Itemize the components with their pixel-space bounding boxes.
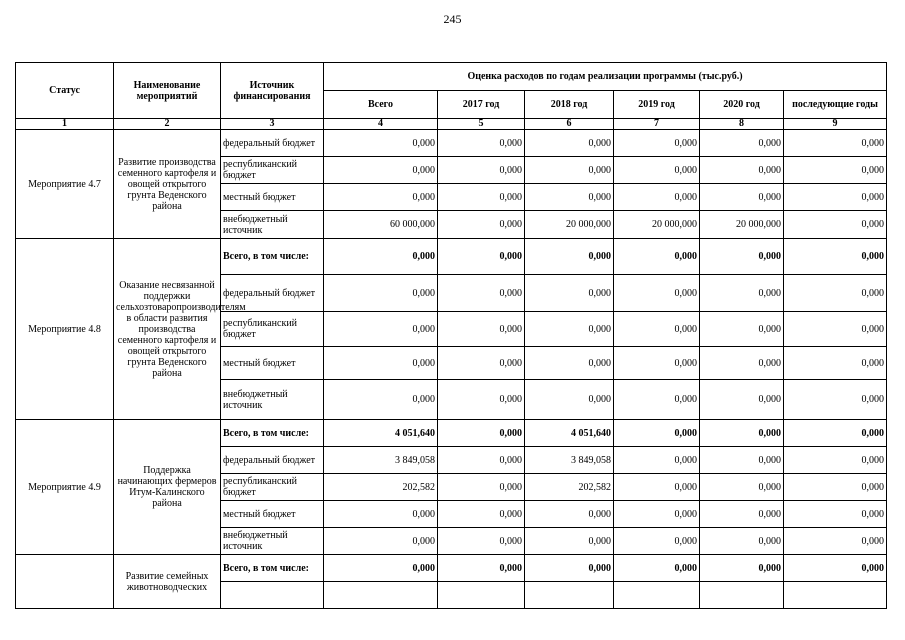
amount-cell: 0,000 xyxy=(525,157,614,184)
header-estimate: Оценка расходов по годам реализации программы (тыс.руб.) xyxy=(324,63,887,91)
status-cell: Мероприятие 4.7 xyxy=(16,130,114,239)
amount-cell: 0,000 xyxy=(438,528,525,555)
amount-cell: 0,000 xyxy=(324,157,438,184)
column-number-row xyxy=(16,119,887,130)
amount-cell: 0,000 xyxy=(614,184,700,211)
amount-cell: 0,000 xyxy=(438,347,525,380)
amount-cell xyxy=(438,582,525,609)
funding-source-cell xyxy=(221,582,324,609)
column-number: 4 xyxy=(324,119,438,130)
column-number: 3 xyxy=(221,119,324,130)
amount-cell: 0,000 xyxy=(438,447,525,474)
header-2019: 2019 год xyxy=(614,91,700,119)
column-number: 6 xyxy=(525,119,614,130)
header-status: Статус xyxy=(16,63,114,119)
amount-cell: 0,000 xyxy=(784,211,887,239)
table-row xyxy=(16,420,887,447)
amount-cell: 0,000 xyxy=(438,130,525,157)
amount-cell: 0,000 xyxy=(700,447,784,474)
amount-cell: 0,000 xyxy=(525,184,614,211)
amount-cell: 20 000,000 xyxy=(614,211,700,239)
column-number: 7 xyxy=(614,119,700,130)
amount-cell: 0,000 xyxy=(784,447,887,474)
status-cell: Мероприятие 4.8 xyxy=(16,239,114,420)
amount-cell: 0,000 xyxy=(438,275,525,312)
funding-source-cell: внебюджетный источник xyxy=(221,211,324,239)
table-row xyxy=(16,130,887,157)
amount-cell: 0,000 xyxy=(700,380,784,420)
amount-cell: 0,000 xyxy=(700,157,784,184)
amount-cell: 0,000 xyxy=(784,130,887,157)
amount-cell: 0,000 xyxy=(614,130,700,157)
amount-cell: 0,000 xyxy=(614,239,700,275)
header-name: Наименование мероприятий xyxy=(114,63,221,119)
funding-source-cell: местный бюджет xyxy=(221,347,324,380)
amount-cell: 0,000 xyxy=(438,501,525,528)
amount-cell: 0,000 xyxy=(784,275,887,312)
amount-cell: 3 849,058 xyxy=(525,447,614,474)
funding-source-cell: местный бюджет xyxy=(221,501,324,528)
amount-cell: 3 849,058 xyxy=(324,447,438,474)
amount-cell: 0,000 xyxy=(784,420,887,447)
amount-cell xyxy=(324,582,438,609)
funding-source-cell: республиканский бюджет xyxy=(221,312,324,347)
amount-cell: 202,582 xyxy=(324,474,438,501)
amount-cell: 0,000 xyxy=(784,555,887,582)
amount-cell: 0,000 xyxy=(324,528,438,555)
funding-source-cell: внебюджетный источник xyxy=(221,380,324,420)
page-number: 245 xyxy=(443,12,462,26)
event-name-cell: Развитие производства семенного картофеля и овощей открытого грунта Веденского района xyxy=(114,130,221,239)
funding-source-cell: местный бюджет xyxy=(221,184,324,211)
funding-source-cell: федеральный бюджет xyxy=(221,130,324,157)
amount-cell: 0,000 xyxy=(525,312,614,347)
header-2018: 2018 год xyxy=(525,91,614,119)
funding-source-cell: Всего, в том числе: xyxy=(221,239,324,275)
amount-cell: 0,000 xyxy=(700,474,784,501)
event-name-cell: Развитие семейных животноводческих xyxy=(114,555,221,609)
amount-cell: 20 000,000 xyxy=(700,211,784,239)
amount-cell xyxy=(525,582,614,609)
amount-cell: 0,000 xyxy=(614,501,700,528)
amount-cell: 0,000 xyxy=(438,474,525,501)
amount-cell: 4 051,640 xyxy=(324,420,438,447)
amount-cell: 0,000 xyxy=(324,380,438,420)
amount-cell: 0,000 xyxy=(784,380,887,420)
funding-source-cell: Всего, в том числе: xyxy=(221,420,324,447)
amount-cell: 0,000 xyxy=(525,380,614,420)
header-2020: 2020 год xyxy=(700,91,784,119)
amount-cell: 0,000 xyxy=(438,312,525,347)
amount-cell: 0,000 xyxy=(700,275,784,312)
amount-cell: 0,000 xyxy=(784,347,887,380)
amount-cell: 20 000,000 xyxy=(525,211,614,239)
amount-cell: 0,000 xyxy=(700,184,784,211)
amount-cell: 0,000 xyxy=(324,312,438,347)
amount-cell: 0,000 xyxy=(614,275,700,312)
amount-cell: 0,000 xyxy=(614,528,700,555)
column-number: 5 xyxy=(438,119,525,130)
amount-cell: 0,000 xyxy=(525,275,614,312)
column-number: 8 xyxy=(700,119,784,130)
amount-cell: 0,000 xyxy=(525,555,614,582)
column-number: 9 xyxy=(784,119,887,130)
amount-cell xyxy=(700,582,784,609)
amount-cell: 0,000 xyxy=(324,130,438,157)
amount-cell: 60 000,000 xyxy=(324,211,438,239)
amount-cell: 0,000 xyxy=(700,501,784,528)
budget-table xyxy=(15,62,887,609)
amount-cell: 0,000 xyxy=(525,528,614,555)
amount-cell: 202,582 xyxy=(525,474,614,501)
column-number: 1 xyxy=(16,119,114,130)
amount-cell: 0,000 xyxy=(438,211,525,239)
amount-cell: 0,000 xyxy=(700,420,784,447)
header-total: Всего xyxy=(324,91,438,119)
amount-cell: 0,000 xyxy=(614,312,700,347)
amount-cell: 0,000 xyxy=(525,347,614,380)
amount-cell: 0,000 xyxy=(525,239,614,275)
amount-cell: 0,000 xyxy=(438,184,525,211)
amount-cell: 0,000 xyxy=(614,380,700,420)
amount-cell: 0,000 xyxy=(525,501,614,528)
amount-cell: 0,000 xyxy=(700,312,784,347)
funding-source-cell: Всего, в том числе: xyxy=(221,555,324,582)
amount-cell: 0,000 xyxy=(700,528,784,555)
amount-cell: 0,000 xyxy=(784,528,887,555)
status-cell xyxy=(16,555,114,609)
amount-cell: 0,000 xyxy=(438,380,525,420)
funding-source-cell: федеральный бюджет xyxy=(221,275,324,312)
amount-cell: 0,000 xyxy=(438,157,525,184)
amount-cell: 0,000 xyxy=(784,474,887,501)
amount-cell: 0,000 xyxy=(438,239,525,275)
funding-source-cell: республиканский бюджет xyxy=(221,157,324,184)
amount-cell: 0,000 xyxy=(700,555,784,582)
amount-cell: 0,000 xyxy=(324,347,438,380)
status-cell: Мероприятие 4.9 xyxy=(16,420,114,555)
amount-cell: 0,000 xyxy=(784,239,887,275)
amount-cell: 0,000 xyxy=(324,501,438,528)
amount-cell: 0,000 xyxy=(614,157,700,184)
amount-cell: 0,000 xyxy=(784,157,887,184)
amount-cell xyxy=(784,582,887,609)
amount-cell xyxy=(614,582,700,609)
amount-cell: 0,000 xyxy=(324,239,438,275)
amount-cell: 0,000 xyxy=(784,312,887,347)
header-later: последующие годы xyxy=(784,91,887,119)
event-name-cell: Поддержка начинающих фермеров Итум-Калинского района xyxy=(114,420,221,555)
amount-cell: 0,000 xyxy=(614,474,700,501)
amount-cell: 0,000 xyxy=(700,347,784,380)
event-name-cell: Оказание несвязанной поддержки сельхозтоваропроизводителям в области развития производства семенного картофеля и овощей открытого грунта Веденского района xyxy=(114,239,221,420)
table-viewport xyxy=(15,62,887,598)
amount-cell: 0,000 xyxy=(700,239,784,275)
amount-cell: 0,000 xyxy=(614,420,700,447)
amount-cell: 0,000 xyxy=(700,130,784,157)
table-body xyxy=(16,130,887,609)
funding-source-cell: федеральный бюджет xyxy=(221,447,324,474)
table-row xyxy=(16,555,887,582)
amount-cell: 0,000 xyxy=(525,130,614,157)
funding-source-cell: внебюджетный источник xyxy=(221,528,324,555)
amount-cell: 0,000 xyxy=(784,501,887,528)
funding-source-cell: республиканский бюджет xyxy=(221,474,324,501)
amount-cell: 0,000 xyxy=(324,275,438,312)
column-number: 2 xyxy=(114,119,221,130)
table-row xyxy=(16,239,887,275)
amount-cell: 0,000 xyxy=(324,184,438,211)
amount-cell: 4 051,640 xyxy=(525,420,614,447)
amount-cell: 0,000 xyxy=(324,555,438,582)
amount-cell: 0,000 xyxy=(614,347,700,380)
header-source: Источник финансирования xyxy=(221,63,324,119)
amount-cell: 0,000 xyxy=(614,555,700,582)
header-2017: 2017 год xyxy=(438,91,525,119)
amount-cell: 0,000 xyxy=(438,420,525,447)
amount-cell: 0,000 xyxy=(784,184,887,211)
amount-cell: 0,000 xyxy=(614,447,700,474)
amount-cell: 0,000 xyxy=(438,555,525,582)
